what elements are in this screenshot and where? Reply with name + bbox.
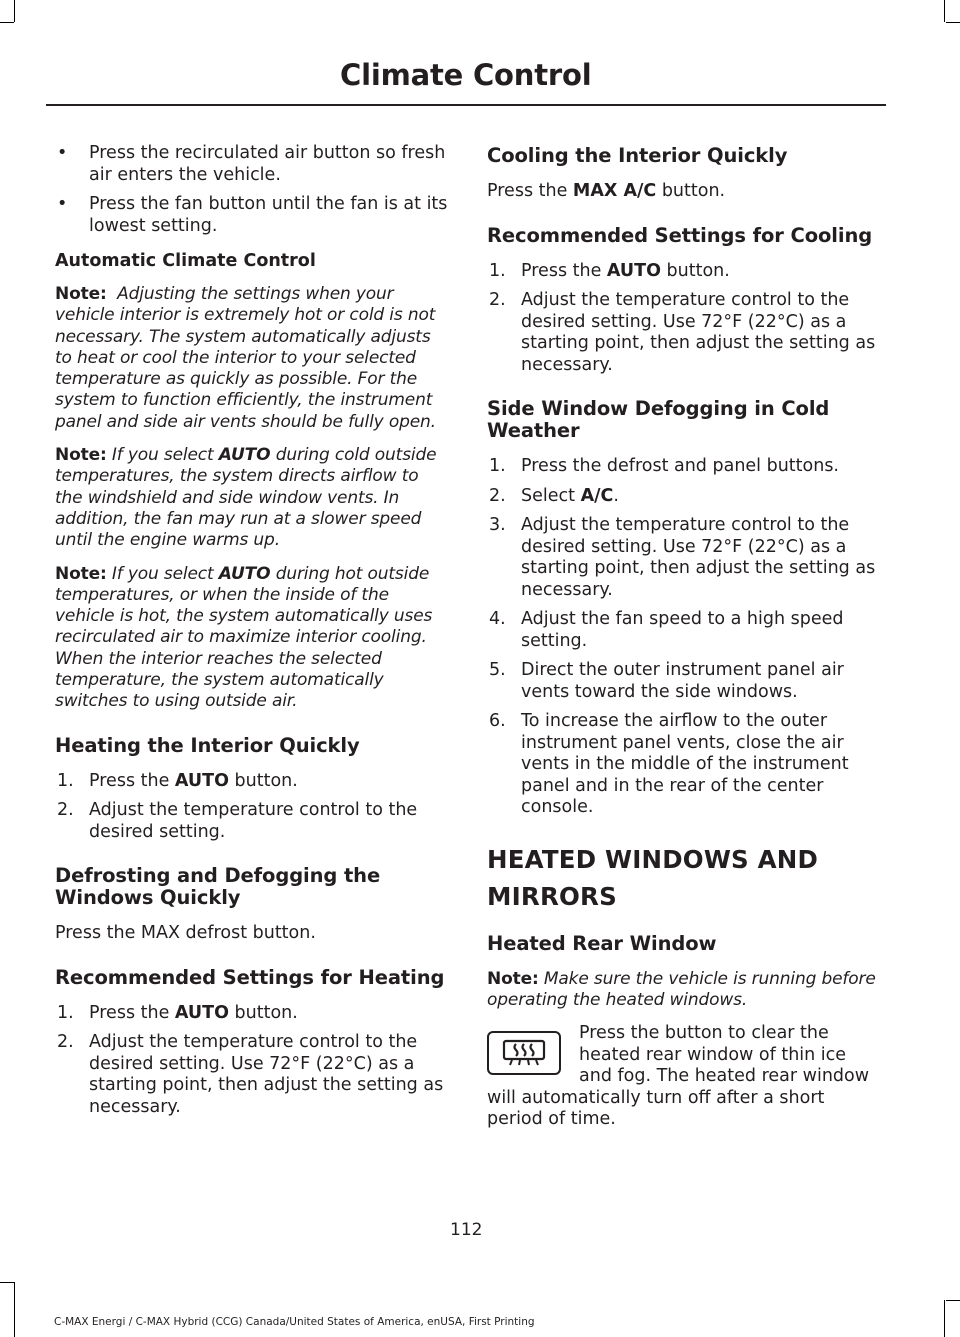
note-text: If you select (111, 445, 214, 466)
rear-defrost-text: Press the button to clear the heated rear window of thin ice and fog. The heated rear window will automatically turn off after a short period of time. (487, 1023, 870, 1130)
auto-term: AUTO (174, 770, 229, 791)
step-number: 6. (489, 711, 506, 731)
heating-heading: Heating the Interior Quickly (55, 733, 360, 757)
rear-defrost-icon (487, 1031, 561, 1075)
defrost-heading: Defrosting and Defogging the Windows Quickly (55, 864, 381, 910)
step-text: To increase the airflow to the outer instrument panel vents, close the air vents in the middle of the instrument panel and in the rear of the center console. (521, 711, 849, 817)
rear-defrost-paragraph (487, 1023, 881, 1131)
note-hot (55, 564, 449, 713)
body-text: Press the (487, 181, 568, 201)
note-label: Note: (55, 284, 107, 304)
section-heading-line: HEATED WINDOWS AND (487, 844, 819, 874)
list-item (487, 261, 881, 283)
bullet-marker: • (57, 143, 68, 163)
step-text: Press the defrost and panel buttons. (521, 456, 839, 476)
crop-mark (944, 0, 945, 22)
page-number: 112 (450, 1220, 483, 1240)
step-text: button. (234, 1002, 298, 1023)
side-window-steps (487, 456, 881, 819)
list-item (487, 609, 881, 652)
note-text: Make sure the vehicle is running before operating the heated windows. (487, 968, 876, 1010)
step-number: 5. (489, 660, 506, 680)
step-text: Press the (89, 1002, 170, 1023)
list-item (487, 711, 881, 819)
heating-steps (55, 771, 449, 844)
note-text: during hot outside temperatures, or when the inside of the vehicle is hot, the system automatically uses recirculated air to maximize interior cooling. When the interior reaches the selected temperature, the system automatically switches to using outside air. (55, 563, 433, 712)
rec-cooling-heading: Recommended Settings for Cooling (487, 223, 873, 247)
defrost-text: Press the MAX defrost button. (55, 923, 316, 944)
crop-mark (0, 22, 14, 23)
ac-term: A/C (580, 485, 614, 506)
crop-mark (946, 1300, 960, 1301)
rec-heating-steps (55, 1003, 449, 1119)
step-text: Press the (521, 260, 602, 281)
list-item (55, 1032, 449, 1118)
step-text: Adjust the temperature control to the desired setting. Use 72°F (22°C) as a starting point, then adjust the setting as necessary. (89, 1032, 444, 1117)
footer-text: C-MAX Energi / C-MAX Hybrid (CCG) Canada/United States of America, enUSA, First Printing (54, 1316, 535, 1328)
note-text: Adjusting the settings when your vehicle interior is extremely hot or cold is not necessary. The system automatically adjusts to heat or cool the interior to your selected temperature as quickly as possible. For the system to function efficiently, the instrument panel and side air vents should be fully open. (55, 284, 436, 432)
crop-mark (0, 1282, 14, 1283)
list-item (487, 515, 881, 601)
step-number: 1. (57, 1002, 74, 1023)
step-text: Adjust the temperature control to the desired setting. Use 72°F (22°C) as a starting point, then adjust the setting as necessary. (521, 290, 876, 375)
note-adjusting (55, 284, 449, 433)
bullet-list (55, 143, 449, 237)
list-item (487, 660, 881, 703)
step-number: 3. (489, 515, 506, 535)
list-item (55, 800, 449, 843)
rec-heating-heading: Recommended Settings for Heating (55, 965, 445, 989)
cooling-heading: Cooling the Interior Quickly (487, 144, 788, 167)
note-label: Note: (487, 968, 539, 989)
step-text: Direct the outer instrument panel air vents toward the side windows. (521, 660, 844, 702)
rec-cooling-steps (487, 261, 881, 377)
list-item (55, 1003, 449, 1025)
step-number: 1. (489, 260, 506, 281)
step-text: Adjust the temperature control to the desired setting. Use 72°F (22°C) as a starting point, then adjust the setting as necessary. (521, 515, 876, 600)
max-ac-term: MAX A/C (572, 181, 657, 201)
crop-mark (14, 0, 15, 22)
step-number: 2. (489, 290, 506, 310)
step-text: . (613, 485, 619, 506)
bullet-marker: • (57, 194, 68, 214)
step-text: Adjust the fan speed to a high speed setting. (521, 609, 844, 651)
note-rear-window (487, 969, 881, 1012)
step-number: 1. (489, 456, 506, 476)
note-text: If you select (111, 563, 214, 584)
list-item-text: Press the recirculated air button so fresh air enters the vehicle. (89, 143, 446, 185)
auto-term: AUTO (606, 260, 661, 281)
section-heading-line: MIRRORS (487, 881, 617, 911)
step-text: button. (234, 770, 298, 791)
note-text: during cold outside temperatures, the system directs airflow to the windshield and side window vents. In addition, the fan may run at a slower speed until the engine warms up. (55, 445, 437, 551)
list-item (487, 486, 881, 508)
list-item (55, 771, 449, 793)
list-item (55, 194, 449, 237)
step-number: 2. (57, 1032, 74, 1053)
step-number: 1. (57, 770, 74, 791)
list-item-text: Press the fan button until the fan is at its lowest setting. (89, 194, 448, 236)
rear-defrost-icon-glyph (498, 1038, 550, 1068)
step-text: Adjust the temperature control to the desired setting. (89, 800, 418, 842)
rear-window-heading: Heated Rear Window (487, 931, 717, 955)
page-title: Climate Control (340, 58, 592, 92)
crop-mark (944, 1300, 945, 1337)
auto-climate-heading: Automatic Climate Control (55, 251, 316, 271)
body-text: button. (661, 181, 726, 201)
step-text: Select (521, 485, 575, 506)
step-text: Press the (89, 770, 170, 791)
crop-mark (946, 22, 960, 23)
step-number: 2. (57, 800, 74, 821)
cooling-text (487, 181, 881, 203)
note-label: Note: (55, 563, 107, 584)
left-column (55, 143, 449, 1132)
auto-term: AUTO (218, 563, 271, 584)
side-window-heading: Side Window Defogging in Cold Weather (487, 397, 830, 442)
step-number: 4. (489, 609, 506, 629)
section-heading (487, 845, 881, 911)
auto-term: AUTO (174, 1002, 229, 1023)
list-item (55, 143, 449, 186)
auto-term: AUTO (218, 445, 271, 466)
step-number: 2. (489, 485, 506, 506)
crop-mark (14, 1282, 15, 1337)
header-rule (46, 104, 886, 106)
list-item (487, 456, 881, 478)
list-item (487, 290, 881, 376)
right-column (487, 143, 881, 1131)
note-label: Note: (55, 445, 107, 466)
step-text: button. (666, 260, 730, 281)
note-cold (55, 445, 449, 551)
